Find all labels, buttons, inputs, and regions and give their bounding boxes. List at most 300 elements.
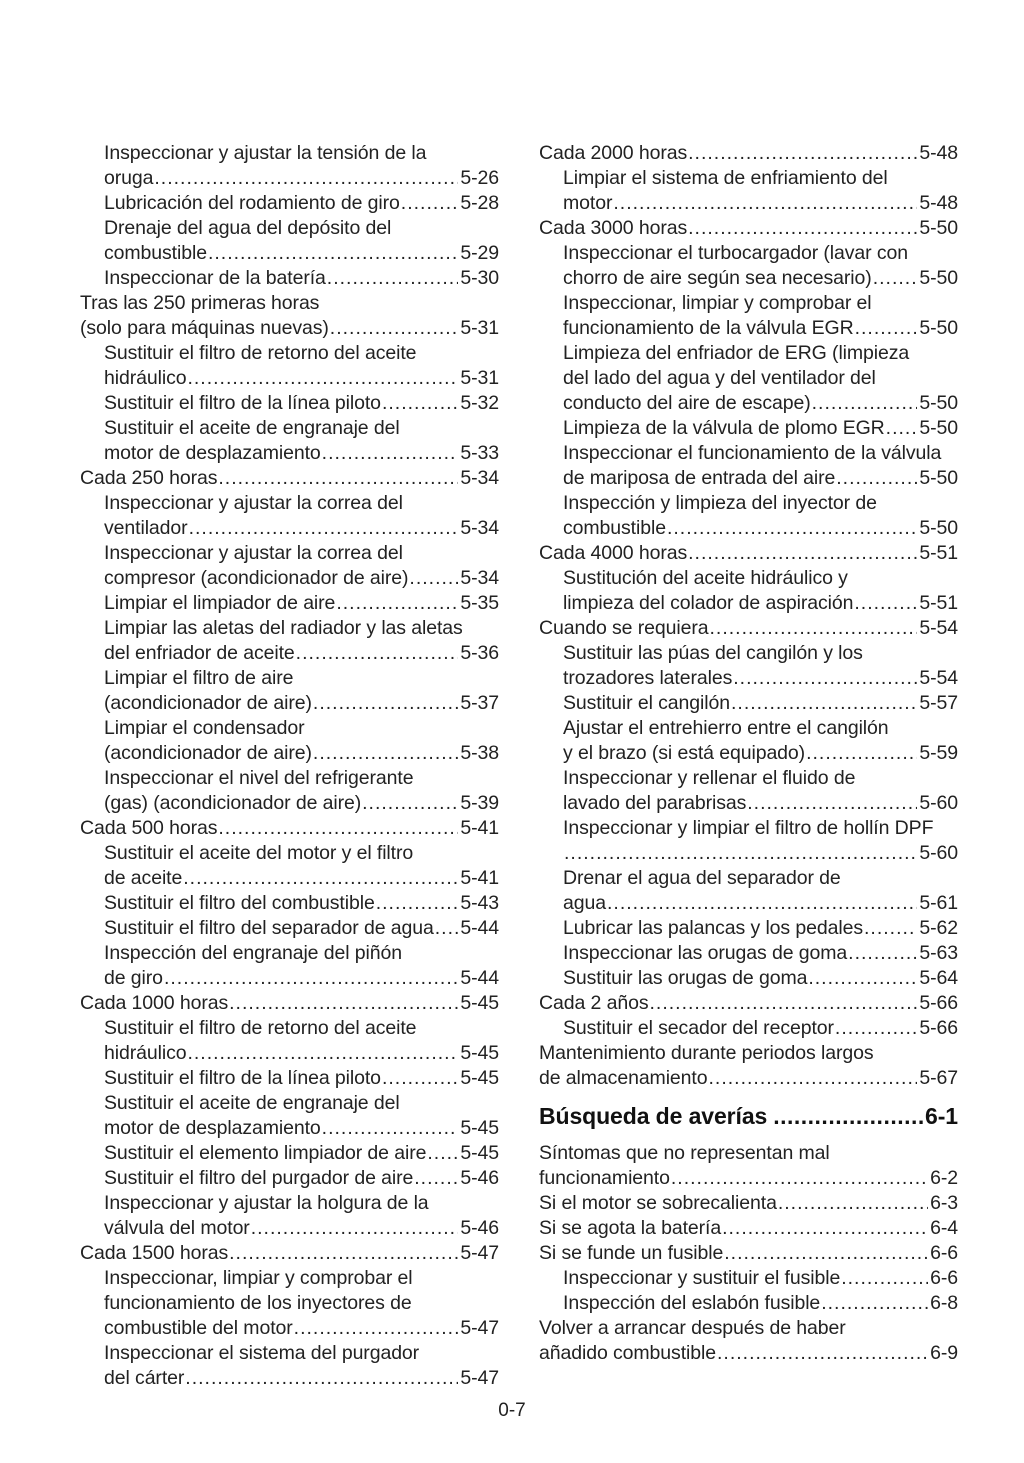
toc-page-number: 5-34 <box>460 467 499 489</box>
dot-leader <box>409 566 458 591</box>
toc-entry-text: Si el motor se sobrecalienta <box>539 1192 777 1214</box>
toc-entry-text: Inspección del engranaje del piñón <box>104 942 402 964</box>
toc-entry-text: motor de desplazamiento <box>104 442 321 464</box>
toc-entry <box>539 1166 958 1191</box>
toc-entry-text: válvula del motor <box>104 1217 250 1239</box>
toc-entry-text: Drenaje del agua del depósito del <box>104 217 392 239</box>
toc-page-number: 5-54 <box>919 667 958 689</box>
toc-page-number: 6-6 <box>930 1242 958 1264</box>
toc-page-number: 5-31 <box>460 317 499 339</box>
toc-entry <box>80 441 499 466</box>
dot-leader <box>717 1341 928 1366</box>
dot-leader <box>229 991 458 1016</box>
toc-entry-text: Sustitución del aceite hidráulico y <box>563 567 848 589</box>
dot-leader <box>218 466 458 491</box>
toc-page-number: 5-43 <box>460 892 499 914</box>
toc-entry <box>539 591 958 616</box>
toc-entry <box>539 441 958 466</box>
toc-entry <box>80 1291 499 1316</box>
dot-leader <box>564 841 917 866</box>
toc-entry <box>539 1041 958 1066</box>
toc-entry-text: Limpiar el sistema de enfriamiento del <box>563 167 888 189</box>
toc-page-number: 5-47 <box>460 1317 499 1339</box>
toc-page-number: 5-45 <box>460 1042 499 1064</box>
toc-entry-text: combustible <box>563 517 666 539</box>
toc-page-number: 5-34 <box>460 567 499 589</box>
toc-entry-text: Cada 4000 horas <box>539 542 688 564</box>
toc-page-number: 5-36 <box>460 642 499 664</box>
toc-page-number: 5-66 <box>919 992 958 1014</box>
toc-entry <box>80 591 499 616</box>
toc-entry-text: limpieza del colador de aspiración <box>563 592 854 614</box>
toc-page-number: 5-45 <box>460 1142 499 1164</box>
toc-page-number: 5-50 <box>919 392 958 414</box>
toc-entry-text: Sustituir el filtro de retorno del aceite <box>104 342 417 364</box>
toc-entry <box>539 266 958 291</box>
toc-entry <box>80 416 499 441</box>
toc-entry <box>80 466 499 491</box>
toc-page-number: 5-34 <box>460 517 499 539</box>
toc-entry-text: Sustituir el elemento limpiador de aire <box>104 1142 427 1164</box>
toc-entry <box>539 841 958 866</box>
toc-entry-text: Volver a arrancar después de haber <box>539 1317 846 1339</box>
dot-leader <box>731 691 917 716</box>
dot-leader <box>322 441 459 466</box>
toc-entry <box>539 991 958 1016</box>
toc-entry-text: funcionamiento de los inyectores de <box>104 1292 412 1314</box>
toc-entry-text: del enfriador de aceite <box>104 642 295 664</box>
toc-entry-text: Inspeccionar y ajustar la correa del <box>104 542 403 564</box>
toc-entry <box>539 1016 958 1041</box>
toc-entry-text: Limpieza de la válvula de plomo EGR <box>563 417 885 439</box>
toc-entry-text: (gas) (acondicionador de aire) <box>104 792 362 814</box>
toc-entry <box>539 641 958 666</box>
toc-entry <box>80 566 499 591</box>
toc-entry <box>80 366 499 391</box>
toc-page-number: 5-67 <box>919 1067 958 1089</box>
toc-entry-text: Sustituir el filtro de la línea piloto <box>104 1067 381 1089</box>
toc-entry-text: hidráulico <box>104 367 187 389</box>
dot-leader <box>724 1241 928 1266</box>
toc-entry <box>539 716 958 741</box>
dot-leader <box>189 516 459 541</box>
toc-entry-text: Cada 3000 horas <box>539 217 688 239</box>
toc-entry-text: oruga <box>104 167 154 189</box>
toc-page-number: 5-62 <box>919 917 958 939</box>
toc-entry <box>80 1166 499 1191</box>
toc-entry <box>80 1366 499 1391</box>
dot-leader <box>886 416 918 441</box>
toc-entry <box>539 891 958 916</box>
toc-page-number: 5-29 <box>460 242 499 264</box>
toc-entry-text: y el brazo (si está equipado) <box>563 742 806 764</box>
toc-page-number: 5-48 <box>919 142 958 164</box>
toc-page-number: 5-64 <box>919 967 958 989</box>
toc-entry-text: Sustituir el filtro de retorno del aceite <box>104 1017 417 1039</box>
toc-entry <box>539 1191 958 1216</box>
toc-entry-text: funcionamiento de la válvula EGR <box>563 317 854 339</box>
toc-entry <box>539 1341 958 1366</box>
toc-entry-text: Inspeccionar, limpiar y comprobar el <box>563 292 872 314</box>
toc-page-number: 5-57 <box>919 692 958 714</box>
toc-entry <box>80 316 499 341</box>
toc-entry <box>80 1041 499 1066</box>
toc-entry-text: (acondicionador de aire) <box>104 742 312 764</box>
dot-leader <box>187 1041 458 1066</box>
toc-entry-text: Cada 1000 horas <box>80 992 229 1014</box>
toc-page-number: 5-51 <box>919 592 958 614</box>
toc-entry-text: Sustituir las púas del cangilón y los <box>563 642 863 664</box>
toc-entry <box>80 1091 499 1116</box>
toc-entry-text: Limpiar el limpiador de aire <box>104 592 336 614</box>
toc-entry-text: de giro <box>104 967 163 989</box>
toc-page-number: 6-6 <box>930 1267 958 1289</box>
toc-entry <box>539 366 958 391</box>
toc-entry <box>80 941 499 966</box>
toc-page-number: 5-54 <box>919 617 958 639</box>
dot-leader <box>322 1116 459 1141</box>
toc-page-number: 5-60 <box>919 842 958 864</box>
toc-entry <box>539 191 958 216</box>
toc-entry-text: Cada 250 horas <box>80 467 218 489</box>
toc-entry-text: Si se agota la batería <box>539 1217 722 1239</box>
toc-entry-text: compresor (acondicionador de aire) <box>104 567 409 589</box>
toc-entry <box>539 741 958 766</box>
toc-page-number: 5-38 <box>460 742 499 764</box>
toc-page-number: 6-8 <box>930 1292 958 1314</box>
dot-leader <box>187 366 458 391</box>
toc-entry <box>80 666 499 691</box>
toc-entry <box>539 766 958 791</box>
toc-entry <box>539 966 958 991</box>
toc-entry-text: Sustituir el cangilón <box>563 692 730 714</box>
toc-entry <box>539 816 958 841</box>
toc-entry-text: Sustituir el aceite de engranaje del <box>104 1092 400 1114</box>
toc-entry <box>80 766 499 791</box>
toc-page-number: 5-61 <box>919 892 958 914</box>
toc-page-number: 5-32 <box>460 392 499 414</box>
dot-leader <box>667 516 917 541</box>
toc-entry-text: Cada 500 horas <box>80 817 218 839</box>
dot-leader <box>841 1266 928 1291</box>
toc-entry-text: Cuando se requiera <box>539 617 709 639</box>
toc-entry-text: motor <box>563 192 613 214</box>
toc-entry <box>539 791 958 816</box>
toc-page-number: 5-33 <box>460 442 499 464</box>
dot-leader <box>382 1066 458 1091</box>
toc-entry-text: Tras las 250 primeras horas <box>80 292 320 314</box>
toc-entry <box>539 1291 958 1316</box>
dot-leader <box>812 391 918 416</box>
toc-entry <box>539 541 958 566</box>
toc-entry <box>80 1216 499 1241</box>
dot-leader <box>613 191 917 216</box>
toc-page-number: 5-46 <box>460 1217 499 1239</box>
toc-page-number: 6-2 <box>930 1167 958 1189</box>
toc-entry <box>80 1116 499 1141</box>
dot-leader <box>649 991 917 1016</box>
toc-entry-text: Inspeccionar y rellenar el fluido de <box>563 767 856 789</box>
dot-leader <box>806 741 917 766</box>
toc-entry <box>80 516 499 541</box>
toc-entry <box>80 241 499 266</box>
toc-entry <box>539 1141 958 1166</box>
dot-leader <box>185 1366 458 1391</box>
toc-entry-text: Cada 2 años <box>539 992 649 1014</box>
toc-page-number: 5-50 <box>919 517 958 539</box>
toc-page-number: 5-60 <box>919 792 958 814</box>
toc-entry-text: Inspección y limpieza del inyector de <box>563 492 877 514</box>
toc-entry-text: Sustituir el aceite del motor y el filtro <box>104 842 414 864</box>
toc-entry-text: Ajustar el entrehierro entre el cangilón <box>563 717 889 739</box>
toc-entry-text: combustible <box>104 242 207 264</box>
toc-entry <box>539 866 958 891</box>
toc-page-number: 5-66 <box>919 1017 958 1039</box>
toc-page-number: 5-41 <box>460 817 499 839</box>
toc-entry <box>80 1266 499 1291</box>
toc-entry <box>539 166 958 191</box>
toc-entry <box>539 691 958 716</box>
toc-entry-text: Si se funde un fusible <box>539 1242 724 1264</box>
dot-leader <box>873 266 918 291</box>
dot-leader <box>709 1066 918 1091</box>
toc-entry <box>539 216 958 241</box>
toc-page-number: 5-44 <box>460 967 499 989</box>
dot-leader <box>835 1016 917 1041</box>
toc-column-right <box>539 141 958 1366</box>
toc-page-number: 5-28 <box>460 192 499 214</box>
toc-page-number: 5-47 <box>460 1242 499 1264</box>
toc-entry <box>80 141 499 166</box>
toc-page-number: 5-46 <box>460 1167 499 1189</box>
toc-entry <box>80 866 499 891</box>
toc-entry <box>80 491 499 516</box>
dot-leader <box>427 1141 458 1166</box>
toc-page-number: 5-47 <box>460 1367 499 1389</box>
dot-leader <box>330 316 459 341</box>
toc-entry <box>539 1216 958 1241</box>
page-number: 0-7 <box>498 1400 526 1421</box>
toc-entry-text: Sustituir el aceite de engranaje del <box>104 417 400 439</box>
section-heading <box>539 1091 958 1141</box>
toc-entry <box>539 491 958 516</box>
toc-entry-text: funcionamiento <box>539 1167 670 1189</box>
toc-entry-text: lavado del parabrisas <box>563 792 747 814</box>
dot-leader <box>327 266 459 291</box>
dot-leader <box>688 141 917 166</box>
toc-entry-text: Inspeccionar el nivel del refrigerante <box>104 767 414 789</box>
toc-entry <box>80 1016 499 1041</box>
toc-page-number: 5-50 <box>919 217 958 239</box>
toc-entry <box>80 1341 499 1366</box>
toc-entry-text: agua <box>563 892 606 914</box>
toc-entry-text: Cada 1500 horas <box>80 1242 229 1264</box>
toc-entry <box>539 141 958 166</box>
dot-leader <box>747 791 917 816</box>
dot-leader <box>296 641 459 666</box>
toc-entry-text: Sustituir el filtro del purgador de aire <box>104 1167 414 1189</box>
toc-page-number: 6-1 <box>925 1103 958 1129</box>
toc-page-number: 5-50 <box>919 267 958 289</box>
dot-leader <box>733 666 917 691</box>
toc-page-number: 5-45 <box>460 1117 499 1139</box>
toc-page-number: 5-59 <box>919 742 958 764</box>
toc-entry <box>80 1316 499 1341</box>
toc-entry-text: del lado del agua y del ventilador del <box>563 367 876 389</box>
dot-leader <box>313 741 458 766</box>
toc-entry-text: Síntomas que no representan mal <box>539 1142 830 1164</box>
toc-entry-text: Drenar el agua del separador de <box>563 867 841 889</box>
toc-page-number: 5-44 <box>460 917 499 939</box>
toc-entry <box>80 991 499 1016</box>
toc-entry-text: Limpieza del enfriador de ERG (limpieza <box>563 342 910 364</box>
toc-entry-text: de aceite <box>104 867 183 889</box>
dot-leader <box>414 1166 458 1191</box>
toc-entry <box>539 1316 958 1341</box>
toc-entry <box>80 166 499 191</box>
dot-leader <box>778 1191 928 1216</box>
toc-page-number: 5-37 <box>460 692 499 714</box>
toc-entry-text: Lubricación del rodamiento de giro <box>104 192 400 214</box>
toc-page-number: 5-50 <box>919 467 958 489</box>
toc-entry <box>80 1141 499 1166</box>
dot-leader <box>183 866 458 891</box>
toc-entry-text: Inspeccionar y ajustar la correa del <box>104 492 403 514</box>
toc-entry-text: Sustituir el filtro del separador de agua <box>104 917 434 939</box>
toc-entry <box>80 1066 499 1091</box>
toc-entry-text: motor de desplazamiento <box>104 1117 321 1139</box>
toc-page-number: 6-4 <box>930 1217 958 1239</box>
dot-leader <box>607 891 917 916</box>
dot-leader <box>362 791 458 816</box>
dot-leader <box>688 216 917 241</box>
toc-entry-text: (solo para máquinas nuevas) <box>80 317 329 339</box>
toc-page-number: 5-26 <box>460 167 499 189</box>
toc-entry <box>80 216 499 241</box>
toc-entry-text: Búsqueda de averías <box>539 1103 768 1129</box>
toc-page-number: 5-35 <box>460 592 499 614</box>
toc-entry-text: Cada 2000 horas <box>539 142 688 164</box>
toc-page-number: 5-45 <box>460 1067 499 1089</box>
dot-leader <box>382 391 458 416</box>
toc-entry-text: chorro de aire según sea necesario) <box>563 267 872 289</box>
toc-page-number: 5-51 <box>919 542 958 564</box>
dot-leader <box>208 241 458 266</box>
toc-entry <box>80 191 499 216</box>
toc-page-number: 5-48 <box>919 192 958 214</box>
toc-entry <box>80 791 499 816</box>
toc-entry <box>539 341 958 366</box>
dot-leader <box>688 541 917 566</box>
toc-entry <box>80 916 499 941</box>
toc-entry-text: de almacenamiento <box>539 1067 708 1089</box>
toc-entry <box>80 816 499 841</box>
dot-leader <box>435 916 459 941</box>
dot-leader <box>855 316 918 341</box>
dot-leader <box>251 1216 459 1241</box>
toc-entry <box>539 291 958 316</box>
toc-entry <box>539 416 958 441</box>
toc-entry <box>539 466 958 491</box>
toc-entry-text: Limpiar el condensador <box>104 717 305 739</box>
toc-entry <box>80 541 499 566</box>
toc-entry-text: añadido combustible <box>539 1342 716 1364</box>
toc-entry <box>80 641 499 666</box>
toc-page-number: 5-39 <box>460 792 499 814</box>
toc-entry-text: del cárter <box>104 1367 185 1389</box>
toc-page-number: 6-9 <box>930 1342 958 1364</box>
toc-entry <box>539 241 958 266</box>
toc-entry <box>80 841 499 866</box>
toc-entry <box>80 341 499 366</box>
toc-entry-text: Inspección del eslabón fusible <box>563 1292 821 1314</box>
toc-entry-text: Inspeccionar y limpiar el filtro de hollín DPF <box>563 817 934 839</box>
dot-leader <box>854 591 917 616</box>
toc-entry <box>539 616 958 641</box>
toc-entry <box>539 516 958 541</box>
toc-entry <box>80 891 499 916</box>
toc-entry <box>539 316 958 341</box>
dot-leader <box>164 966 458 991</box>
toc-entry-text: combustible del motor <box>104 1317 293 1339</box>
toc-entry-text: Inspeccionar las orugas de goma <box>563 942 848 964</box>
toc-entry-text: Limpiar las aletas del radiador y las aletas <box>104 617 463 639</box>
toc-entry <box>80 1191 499 1216</box>
dot-leader <box>836 466 917 491</box>
toc-entry <box>539 1266 958 1291</box>
toc-entry-text: Inspeccionar el sistema del purgador <box>104 1342 420 1364</box>
dot-leader <box>722 1216 928 1241</box>
dot-leader <box>336 591 458 616</box>
toc-entry-text: Limpiar el filtro de aire <box>104 667 294 689</box>
toc-entry-text: Sustituir el secador del receptor <box>563 1017 834 1039</box>
toc-entry-text: Sustituir las orugas de goma <box>563 967 808 989</box>
toc-entry <box>539 1241 958 1266</box>
toc-entry-text: ventilador <box>104 517 188 539</box>
toc-entry-text: Lubricar las palancas y los pedales <box>563 917 864 939</box>
dot-leader <box>864 916 917 941</box>
toc-entry-text: Inspeccionar, limpiar y comprobar el <box>104 1267 413 1289</box>
toc-entry <box>80 716 499 741</box>
toc-entry <box>80 741 499 766</box>
toc-entry <box>539 916 958 941</box>
toc-page-number: 5-31 <box>460 367 499 389</box>
dot-leader <box>709 616 917 641</box>
toc-entry <box>80 266 499 291</box>
toc-page-number: 5-45 <box>460 992 499 1014</box>
toc-entry-text: conducto del aire de escape) <box>563 392 811 414</box>
toc-page-number: 5-50 <box>919 317 958 339</box>
toc-entry <box>539 1066 958 1091</box>
toc-entry-text: Mantenimiento durante periodos largos <box>539 1042 874 1064</box>
dot-leader <box>154 166 458 191</box>
dot-leader <box>218 816 458 841</box>
dot-leader <box>401 191 459 216</box>
dot-leader <box>773 1091 923 1141</box>
toc-entry-text: Inspeccionar y ajustar la tensión de la <box>104 142 427 164</box>
dot-leader <box>821 1291 928 1316</box>
dot-leader <box>808 966 917 991</box>
toc-entry-text: hidráulico <box>104 1042 187 1064</box>
dot-leader <box>671 1166 928 1191</box>
toc-entry <box>539 941 958 966</box>
toc-entry-text: Inspeccionar y sustituir el fusible <box>563 1267 841 1289</box>
toc-entry-text: Inspeccionar y ajustar la holgura de la <box>104 1192 429 1214</box>
toc-entry <box>539 666 958 691</box>
toc-entry <box>80 291 499 316</box>
toc-entry-text: Sustituir el filtro del combustible <box>104 892 375 914</box>
toc-page-number: 5-41 <box>460 867 499 889</box>
